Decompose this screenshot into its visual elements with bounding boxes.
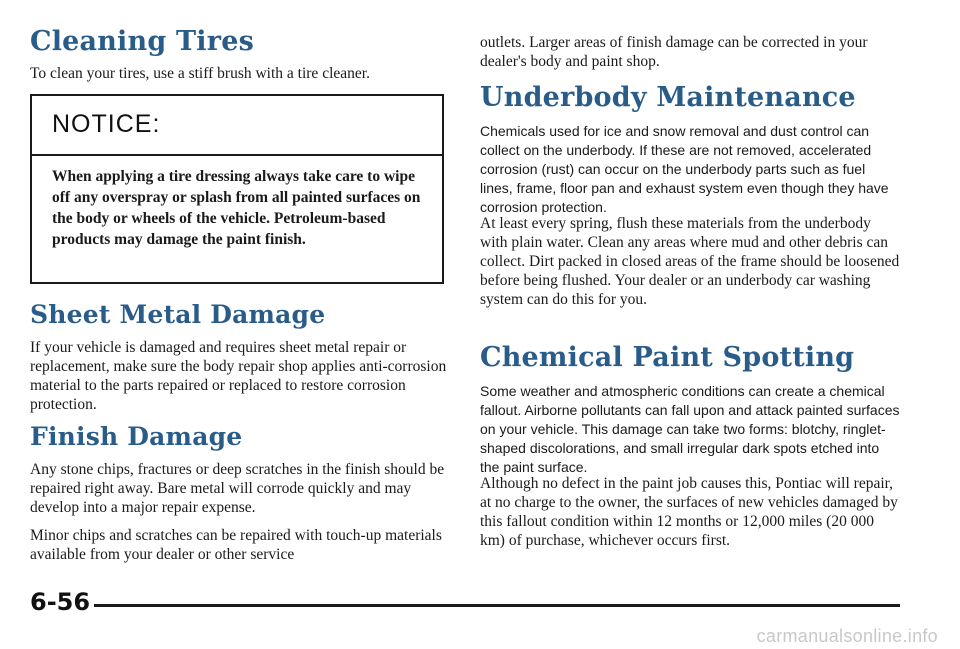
notice-title: NOTICE: — [52, 110, 161, 138]
heading-underbody-maintenance: Underbody Maintenance — [480, 82, 856, 113]
heading-cleaning-tires: Cleaning Tires — [30, 26, 254, 57]
paragraph-finish-damage-continued: outlets. Larger areas of finish damage can be corrected in your dealer's body and paint shop. — [480, 34, 868, 70]
heading-sheet-metal-damage: Sheet Metal Damage — [30, 300, 326, 329]
paragraph-chemical-spotting-1: Some weather and atmospheric conditions can create a chemical fallout. Airborne pollutants can fall upon and attack painted surfaces on your vehicle. This damage can take two forms: blotchy, ringlet-shaped discolorations, and small irregular dark spots etched into the paint surface. — [480, 383, 900, 475]
paragraph-underbody-2: At least every spring, flush these materials from the underbody with plain water. Clean any areas where mud and other debris can collect. Dirt packed in closed areas of the frame should be loosened before being flushed. Your dealer or an underbody car washing system can do this for you. — [480, 215, 900, 308]
notice-box — [30, 94, 444, 284]
notice-header — [32, 96, 442, 156]
paragraph-underbody-1: Chemicals used for ice and snow removal and dust control can collect on the underbody. If these are not removed, accelerated corrosion (rust) can occur on the underbody parts such as fuel lines, frame, floor pan and exhaust system even though they have corrosion protection. — [480, 123, 889, 215]
heading-chemical-paint-spotting: Chemical Paint Spotting — [480, 342, 855, 373]
watermark: carmanualsonline.info — [756, 626, 938, 646]
paragraph-finish-damage-2: Minor chips and scratches can be repaired with touch-up materials available from your dealer or other service — [30, 527, 442, 563]
heading-finish-damage: Finish Damage — [30, 422, 243, 451]
paragraph-chemical-spotting-2: Although no defect in the paint job causes this, Pontiac will repair, at no charge to the owner, the surfaces of new vehicles damaged by this fallout condition within 12 months or 12,000 miles (20 000 km) of purchase, whichever occurs first. — [480, 475, 898, 549]
paragraph-cleaning-tires: To clean your tires, use a stiff brush with a tire cleaner. — [30, 65, 370, 82]
page-number: 6-56 — [30, 588, 91, 616]
footer-rule — [94, 604, 900, 607]
notice-body: When applying a tire dressing always take care to wipe off any overspray or splash from all painted surfaces on the body or wheels of the vehicle. Petroleum-based products may damage the paint finish. — [52, 168, 421, 248]
paragraph-sheet-metal-damage: If your vehicle is damaged and requires sheet metal repair or replacement, make sure the body repair shop applies anti-corrosion material to the parts repaired or replaced to restore corrosion protection. — [30, 339, 447, 413]
paragraph-finish-damage-1: Any stone chips, fractures or deep scratches in the finish should be repaired right away. Bare metal will corrode quickly and may develop into a major repair expense. — [30, 461, 445, 516]
